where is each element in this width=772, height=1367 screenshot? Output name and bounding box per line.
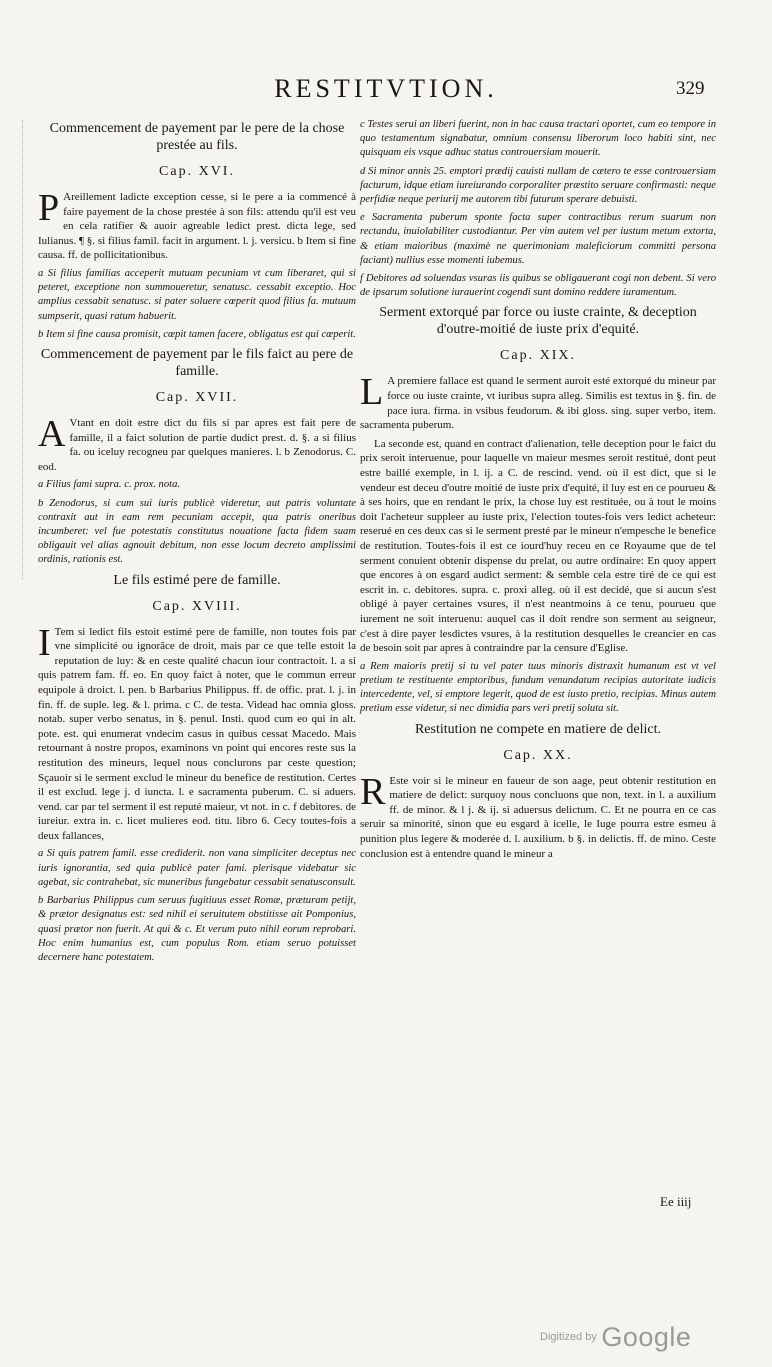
- drop-cap: I: [38, 621, 51, 664]
- running-head: RESTITVTION.: [274, 74, 498, 103]
- paragraph-text: Areillement ladicte exception cesse, si le pere a ia commencé à faire payement de la chose prestée à son fils: attendu qu'il est veu en cela ratifier & auoir agreable ledict prest. dicta lege, sed Iulianus. ¶ §. si filius famil. facit in argument. l. j. versicu. b Item si fine causa. ff. de pollicitationibus.: [38, 191, 356, 262]
- left-column: [38, 118, 356, 969]
- drop-cap: R: [360, 770, 386, 813]
- latin-note: d Si minor annis 25. emptori prædij cauisti nullam de cætero te esse controuersiam facturum, idque etiam iureiurando corporaliter præstito seruare confirmasti: neque perfidiæ neque periurij me autorem tibi futurum sperare debuisti.: [360, 165, 716, 206]
- latin-note: a Rem maioris pretij si tu vel pater tuus minoris distraxit humanum est vt vel pretium te restituente emptoribus, fundum venundatum recipias autoritate iudicis intercedente, vel, si emptore legerit, quod de est iusto pretio, recipias. Minus autem pretium esse videtur, si nec dimidia pars veri pretij soluta sit.: [360, 660, 716, 715]
- drop-cap: L: [360, 371, 384, 414]
- signature-mark: Ee iiij: [660, 1194, 692, 1209]
- paragraph-text: Vtant en doit estre dict du fils si par apres est fait pere de famille, il a faict solution de partie dudict prest. d. §. a si filius fa. ou iceluy recogneu par quelques manieres. l. b Zenodorus. C. eod.: [38, 416, 356, 473]
- body-paragraph: [38, 187, 356, 263]
- body-paragraph: [360, 371, 716, 432]
- body-paragraph: [360, 770, 716, 862]
- drop-cap: P: [38, 187, 60, 229]
- digitized-watermark: [540, 1322, 691, 1353]
- chapter-label: Cap. XIX.: [500, 348, 576, 364]
- paragraph-text: A premiere fallace est quand le serment auroit esté extorqué du mineur par force ou iuste crainte, vt iuribus supra alleg. Similis est textus in §. fin. de pace iura. firma. in vsibus feudorum. & ibi gloss. sing. super verbo, item. sacramenta puberum.: [360, 375, 716, 432]
- latin-note: b Item si fine causa promisit, cœpit tamen facere, obligatus est qui cœperit.: [38, 328, 356, 340]
- chapter-label: Cap. XVII.: [155, 389, 239, 405]
- margin-bleed: [2, 120, 23, 580]
- section-heading: Serment extorqué par force ou iuste crainte, & deception d'outre-moitié de iuste prix d'equité.: [379, 305, 697, 338]
- drop-cap: A: [38, 412, 66, 455]
- paragraph-text: Este voir si le mineur en faueur de son aage, peut obtenir restitution en matiere de delict: surquoy nous concluons que non, text. in l. a auxilium ff. de minor. & l j. & ij. si aduersus delictum. C. Et ne pourra en ce cas seruir sa minorité, sinon que eu esgard à icelle, le Iuge pourra estre esmeu à punition plus legere & moderée d. l. auxilium. b §. in delictis. ff. de mino. Ceste conclusion est à entendre quand le mineur a: [360, 774, 716, 860]
- latin-note: a Si filius familias acceperit mutuam pecuniam vt cum liberaret, qui si peteret, exceptione non summoueretur, senatusc. cessabit exceptio. Hoc amplius cessabit senatusc. si pater soluere cœperit quod filius fa. mutuum sumpserit, quasi ratum habuerit.: [38, 267, 356, 322]
- watermark-logo: Google: [601, 1322, 692, 1352]
- chapter-label: Cap. XX.: [503, 747, 573, 763]
- latin-note: c Testes serui an liberi fuerint, non in hac causa tractari oportet, cum eo tempore in quo testamentum signabatur, omnium consensu liberorum loco habiti sint, nec quisquam eis vsque adhuc status controuersiam mouerit.: [360, 119, 716, 159]
- right-column: [360, 118, 716, 865]
- section-heading: Commencement de payement par le pere de la chose prestée au fils.: [49, 121, 345, 153]
- chapter-label: Cap. XVIII.: [152, 598, 242, 614]
- section-heading: Restitution ne compete en matiere de delict.: [414, 721, 662, 737]
- latin-note: b Zenodorus, si cum sui iuris publicè videretur, aut patris voluntate contraxit aut in eam rem pecuniam accepit, qua patris oneribus incumberet: vel fue potestatis constitutus nouatione facta fidem suam obligauit vel alias agnouit debitum, non esse locum decreto amplissimi ordinis, rationis est.: [38, 497, 356, 566]
- latin-note: e Sacramenta puberum sponte facta super contractibus rerum suarum non rectandu, inuiolabiliter custodiantur. Per vim autem vel per iustum metum extorta, & etiam maioribus (maximè ne querimoniam maleficiorum committi persona faciant) nullius esse momenti iubemus.: [360, 212, 716, 266]
- paragraph-text: Tem si ledict fils estoit estimé pere de famille, non toutes fois par vne simplicité ou ignorâce de droit, mais par ce que telle estoit la reputation de luy: & en ceste qualité chacun iour contractoit. l. a si quis patrem fam. ff. eo. En quoy faict à noter, que le commun erreur equipole à droict. l. pen. b Barbarius Philippus. ff. de offic. prat. l. j. in fin. ff. de suple. leg. & l. prima. c C. de testa. Videad hac omnia gloss. notab. super verbo senatus, in §. penul. Insti. quod cum eo qui in alt. pote. est. qui enumerat vndecim casus in quibus cessat Macedo. Mais retournant à nostre propos, examinons vn point qui encores reste sus la restitution des mineurs, lequel nous conclurons par ceste question; Sçauoir si le serment exclud le mineur du benefice de restitution. Certes il est exclud. lege j. d iuncta. l. e sacramenta puberum. C. si aduers. vend. car par tel serment il est reputé maieur, vt not. in c. f debitores. de iureiur. extra in. c. licet mulieres eod. titu. libro 6. Cecy toutes-fois a deux fallances,: [38, 625, 356, 842]
- latin-note: b Barbarius Philippus cum seruus fugitiuus esset Romæ, præturam petijt, & prætor designatus est: sed nihil ei seruitutem obstitisse ait Pomponius, quasi prætor non fuerit. At qui & c. Et verum puto nihil eorum reprobari. Hoc enim humanius est, cum populus Rom. etiam seruo potuisset decernere hanc potestatem.: [38, 895, 356, 963]
- latin-note: a Filius fami supra. c. prox. nota.: [38, 479, 181, 491]
- watermark-small: Digitized by: [540, 1331, 597, 1343]
- body-paragraph: La seconde est, quand en contract d'alienation, telle deception pour le faict du prix seroit interuenue, pour laquelle vn maieur mesmes seroit restitué, dont peut estre baillé exemple, in l. ij. a C. de rescind. vend. où il est dict, que si le vendeur est deceu d'outre moitié de iuste prix d'equité, il luy est en ce pourueu & à ses hoirs, que en rendant le prix, la chose luy est restituée, ou à tout le moins doit l'acheteur suppleer au iuste prix, l'election toutes-fois vers ledict acheteur: reserué en ces deux cas si le serment presté par le mineur n'empesche le benefice de restitution. Toutes-fois il est ce iourd'huy receu en ce Royaume que de tel serment conuient obtenir dispense du prelat, ou autre ordinaire: En quoy appert que encores à on esgard audict serment: & semble cela estre tiré de ce qui est escrit in. c. debitores. supra. c. proxi alleg. où il est decidé, que si aucun s'est obligé à payer certaines vsures, il n'est neantmoins à ce tenu, pourueu que iurement ne soit interuenu: auquel cas il doit rendre son serment au seigneur, c'est à dire payer lesdictes vsures, à la restitution desquelles le creancier en cas de besoin soit par apres à contraindre par la censure d'Eglise.: [360, 437, 716, 655]
- chapter-label: Cap. XVI.: [159, 164, 235, 179]
- body-paragraph: [38, 621, 356, 844]
- section-heading: Commencement de payement par le fils faict au pere de famille.: [40, 346, 354, 379]
- section-heading: Le fils estimé pere de famille.: [113, 572, 281, 588]
- page-number: 329: [676, 78, 705, 99]
- body-paragraph: [38, 412, 356, 474]
- latin-note: f Debitores ad soluendas vsuras iis quibus se obligauerant cogi non debent. Si vero de ipsarum solutione iurauerint cogendi sunt domino reddere iuramentum.: [360, 273, 716, 299]
- latin-note: a Si quis patrem famil. esse crediderit. non vana simpliciter deceptus nec iuris ignorantia, sed quia publicè pater fami. plerisque videbatur sic agebat, sic contrahebat, sic muneribus fungebatur cessabit senatusconsult.: [38, 848, 356, 888]
